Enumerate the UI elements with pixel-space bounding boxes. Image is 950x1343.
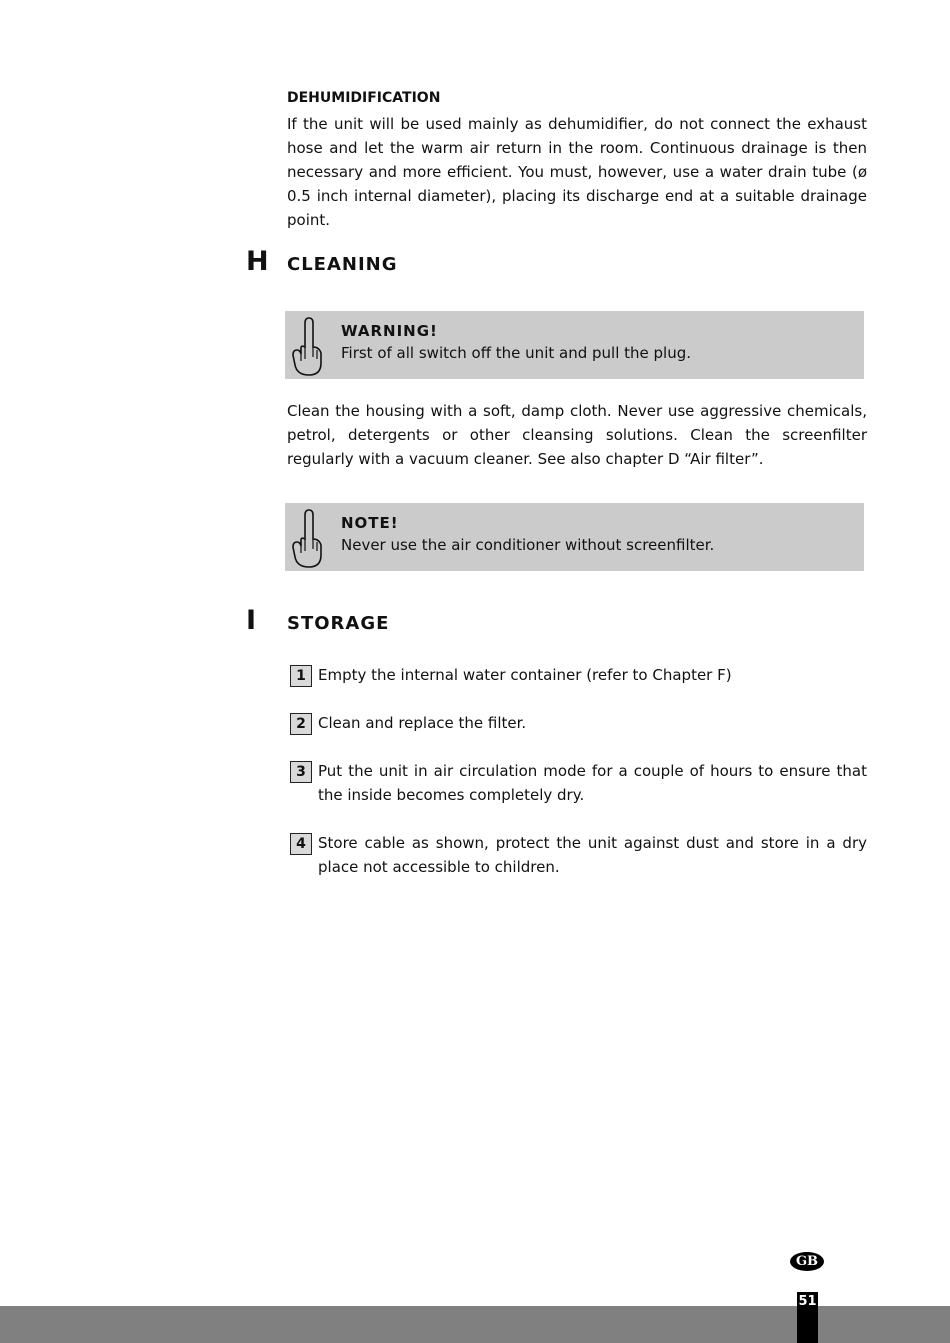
- note-text: Never use the air conditioner without screenfilter.: [341, 536, 715, 554]
- note-box: [285, 503, 864, 571]
- cleaning-paragraph: Clean the housing with a soft, damp cloth. Never use aggressive chemicals, petrol, detergents or other cleansing solutions. Clean the screenfilter regularly with a vacuum cleaner. See also chapter D “Air filter”.: [287, 402, 867, 468]
- warning-title: WARNING!: [341, 322, 438, 340]
- step-text: Store cable as shown, protect the unit against dust and store in a dry place not accessible to children.: [318, 834, 867, 876]
- section-title-storage: STORAGE: [287, 613, 390, 634]
- step-number: 1: [290, 665, 312, 687]
- language-badge: GB: [790, 1252, 824, 1271]
- section-letter-storage: I: [246, 605, 257, 636]
- step-text: Clean and replace the filter.: [318, 714, 527, 732]
- step-text: Empty the internal water container (refer to Chapter F): [318, 666, 732, 684]
- pointing-hand-icon: [291, 317, 325, 377]
- page-number: 51: [798, 1294, 817, 1309]
- step-number: 4: [290, 833, 312, 855]
- step-text: Put the unit in air circulation mode for a couple of hours to ensure that the inside becomes completely dry.: [318, 762, 867, 804]
- step-number: 2: [290, 713, 312, 735]
- warning-text: First of all switch off the unit and pull the plug.: [341, 344, 691, 362]
- pointing-hand-icon: [291, 509, 325, 569]
- dehumidification-paragraph: If the unit will be used mainly as dehumidifier, do not connect the exhaust hose and let the warm air return in the room. Continuous drainage is then necessary and more efficient. You must, however, use a water drain tube (ø 0.5 inch internal diameter), placing its discharge end at a suitable drainage point.: [287, 115, 867, 229]
- warning-box: [285, 311, 864, 379]
- note-title: NOTE!: [341, 514, 399, 532]
- dehumidification-heading: DEHUMIDIFICATION: [287, 90, 441, 106]
- step-number: 3: [290, 761, 312, 783]
- section-letter-cleaning: H: [246, 246, 269, 277]
- section-title-cleaning: CLEANING: [287, 254, 398, 275]
